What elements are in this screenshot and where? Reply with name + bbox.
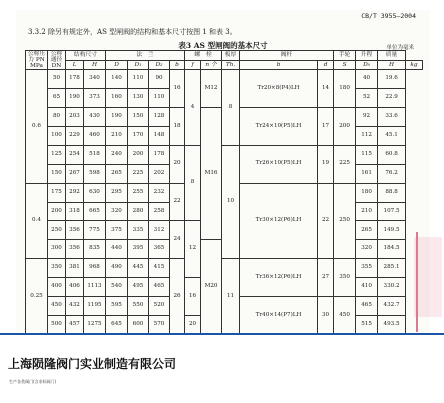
table-cell: 340: [84, 70, 106, 89]
table-cell: 515: [356, 316, 378, 335]
table-cell: 203: [66, 108, 84, 127]
table-cell: 225: [334, 145, 356, 183]
table-cell: 775: [84, 221, 106, 240]
table-cell: 406: [66, 278, 84, 297]
table-cell: 110: [149, 89, 170, 108]
symbol-header: D: [106, 60, 128, 70]
table-cell: 540: [106, 278, 128, 297]
table-cell: 410: [356, 278, 378, 297]
divider-line: [0, 333, 444, 335]
table-cell: 45.1: [378, 126, 406, 145]
table-cell: M20: [201, 240, 222, 335]
table-cell: 92: [356, 108, 378, 127]
table-cell: 190: [66, 89, 84, 108]
symbol-header: L: [66, 60, 84, 70]
table-cell: 65: [48, 89, 66, 108]
table-cell: 16: [170, 70, 185, 108]
table-cell: 356: [66, 221, 84, 240]
table-cell: 490: [106, 259, 128, 278]
table-cell: 312: [149, 221, 170, 240]
symbol-header: Th.: [222, 60, 240, 70]
handwheel-header: 手轮: [334, 51, 356, 61]
table-cell: 375: [106, 221, 128, 240]
table-cell: 128: [149, 108, 170, 127]
table-cell: 22.9: [378, 89, 406, 108]
symbol-header: H: [378, 60, 406, 70]
table-cell: Tr24×10(P5)LH: [240, 108, 318, 146]
lift-header: 升程: [356, 51, 378, 61]
table-cell: 355: [356, 259, 378, 278]
pressure-cell: 0.4: [26, 183, 48, 259]
table-cell: 285.1: [378, 259, 406, 278]
table-cell: 373: [84, 89, 106, 108]
table-cell: 160: [106, 89, 128, 108]
table-cell: Tr20×8(P4)LH: [240, 70, 318, 108]
table-cell: 320: [106, 202, 128, 221]
table-cell: 630: [84, 183, 106, 202]
table-cell: 450: [334, 297, 356, 335]
table-cell: 1275: [84, 316, 106, 335]
table-cell: 381: [66, 259, 84, 278]
table-cell: 8: [185, 145, 201, 221]
table-cell: 26: [170, 259, 185, 335]
table-cell: 200: [48, 202, 66, 221]
table-cell: 170: [128, 126, 149, 145]
mass-header: 质量: [378, 51, 406, 61]
table-cell: 33.6: [378, 108, 406, 127]
table-cell: 12: [185, 221, 201, 278]
header-row-groups: [26, 51, 423, 61]
table-cell: 356: [66, 240, 84, 259]
table-cell: 90: [149, 70, 170, 89]
table-cell: 107.5: [378, 202, 406, 221]
table-cell: 40: [356, 70, 378, 89]
table-cell: 22: [170, 183, 185, 221]
table-cell: 190: [106, 108, 128, 127]
symbol-header: D₀: [356, 60, 378, 70]
table-cell: 115: [356, 145, 378, 164]
table-cell: 27: [318, 259, 334, 297]
table-cell: 80: [48, 108, 66, 127]
table-cell: 10: [222, 145, 240, 258]
table-cell: 184.5: [378, 240, 406, 259]
table-cell: 88.8: [378, 183, 406, 202]
table-cell: 430: [84, 108, 106, 127]
table-cell: 178: [66, 70, 84, 89]
table-cell: 295: [106, 183, 128, 202]
table-cell: 11: [222, 259, 240, 335]
table-cell: 550: [128, 297, 149, 316]
table-cell: Tr26×10(P5)LH: [240, 145, 318, 183]
table-cell: 148: [149, 126, 170, 145]
table-cell: 100: [48, 126, 66, 145]
table-cell: 450: [48, 297, 66, 316]
table-cell: 350: [334, 259, 356, 297]
company-tagline: 生产各类阀门(含非标阀门): [9, 379, 57, 384]
table-cell: 4: [185, 70, 201, 146]
table-cell: 465: [356, 297, 378, 316]
table-cell: 14: [318, 70, 334, 108]
dn-header: 公称通径 DN: [48, 51, 66, 70]
table-cell: 595: [106, 297, 128, 316]
table-cell: 50: [48, 70, 66, 89]
symbol-header: kg: [406, 60, 423, 70]
table-cell: 200: [128, 145, 149, 164]
table-cell: 240: [106, 145, 128, 164]
table-cell: 112: [356, 126, 378, 145]
table-cell: 125: [48, 145, 66, 164]
table-cell: 665: [84, 202, 106, 221]
table-cell: 149.5: [378, 221, 406, 240]
table-cell: 178: [149, 145, 170, 164]
table-cell: 110: [128, 70, 149, 89]
table-cell: 432: [66, 297, 84, 316]
scanned-page: [16, 10, 430, 332]
table-cell: 300: [48, 240, 66, 259]
table-cell: 210: [106, 126, 128, 145]
table-cell: 598: [84, 164, 106, 183]
table-cell: 600: [128, 316, 149, 335]
symbol-header: D₂: [149, 60, 170, 70]
table-cell: 250: [334, 183, 356, 259]
symbol-header: D₁: [128, 60, 149, 70]
table-cell: 254: [66, 145, 84, 164]
table-cell: 265: [106, 164, 128, 183]
table-cell: 180: [356, 183, 378, 202]
table-cell: 130: [128, 89, 149, 108]
table-cell: M16: [201, 108, 222, 240]
table-cell: 180: [334, 70, 356, 108]
table-cell: 457: [66, 316, 84, 335]
table-cell: M12: [201, 70, 222, 108]
table-cell: 320: [356, 240, 378, 259]
table-cell: 445: [128, 259, 149, 278]
highlight-mark: [414, 237, 442, 317]
table-cell: 280: [128, 202, 149, 221]
table-cell: 267: [66, 164, 84, 183]
symbol-header: f: [185, 60, 201, 70]
table-cell: 150: [48, 164, 66, 183]
table-cell: 200: [334, 108, 356, 146]
table-cell: Tr30×12(P6)LH: [240, 183, 318, 259]
table-cell: 645: [106, 316, 128, 335]
symbol-header: d: [318, 60, 334, 70]
table-cell: 161: [356, 164, 378, 183]
table-cell: 1113: [84, 278, 106, 297]
table-cell: 495: [128, 278, 149, 297]
header-row-symbols: [26, 60, 423, 70]
table-cell: 255: [128, 183, 149, 202]
width-header: 板厚: [222, 51, 240, 61]
table-row: [26, 259, 423, 278]
stem-header: 阀杆: [240, 51, 334, 61]
table-cell: Tr36×12(P6)LH: [240, 259, 318, 297]
table-cell: 22: [318, 183, 334, 259]
table-cell: 19: [318, 145, 334, 183]
pressure-cell: 0.6: [26, 70, 48, 183]
unit-note: 单位为毫米: [386, 45, 414, 51]
pressure-header: 公称压力 PN MPa: [26, 51, 48, 70]
table-cell: 400: [48, 278, 66, 297]
table-cell: 140: [106, 70, 128, 89]
table-cell: 465: [149, 278, 170, 297]
table-cell: 229: [66, 126, 84, 145]
table-cell: 1195: [84, 297, 106, 316]
table-cell: 493.5: [378, 316, 406, 335]
table-cell: 20: [170, 145, 185, 183]
table-cell: 8: [222, 70, 240, 146]
table-body: [26, 70, 423, 335]
flange-header: 法 兰: [106, 51, 185, 61]
table-cell: 292: [66, 183, 84, 202]
table-cell: 265: [356, 221, 378, 240]
table-cell: 835: [84, 240, 106, 259]
table-cell: 968: [84, 259, 106, 278]
table-cell: 202: [149, 164, 170, 183]
table-cell: 18: [170, 108, 185, 146]
dimension-table: [25, 50, 423, 335]
table-cell: 150: [128, 108, 149, 127]
table-cell: 52: [356, 89, 378, 108]
table-cell: 365: [149, 240, 170, 259]
table-cell: 19.6: [378, 70, 406, 89]
highlight-line: [416, 232, 418, 332]
table-cell: 20: [185, 316, 201, 335]
table-cell: 350: [48, 259, 66, 278]
table-cell: 175: [48, 183, 66, 202]
table-cell: 17: [318, 108, 334, 146]
table-cell: 16: [185, 278, 201, 316]
table-cell: 330.2: [378, 278, 406, 297]
clause-text: 3.3.2 除另有规定外，AS 型闸阀的结构和基本尺寸按图 1 和表 3。: [28, 28, 237, 36]
symbol-header: n 个: [201, 60, 222, 70]
table-cell: 415: [149, 259, 170, 278]
table-cell: 395: [128, 240, 149, 259]
table-row: [26, 70, 423, 89]
table-cell: 60.8: [378, 145, 406, 164]
table-cell: 520: [149, 297, 170, 316]
symbol-header: b: [240, 60, 318, 70]
table-cell: 250: [48, 221, 66, 240]
table-cell: 232: [149, 183, 170, 202]
symbol-header: S: [334, 60, 356, 70]
table-cell: 225: [128, 164, 149, 183]
symbol-header: H: [84, 60, 106, 70]
bolt-header: 螺 栓: [185, 51, 222, 61]
table-cell: 318: [66, 202, 84, 221]
symbol-header: b: [170, 60, 185, 70]
pressure-cell: 0.25: [26, 259, 48, 335]
table-caption: 表3 AS 型闸阀的基本尺寸: [178, 41, 268, 50]
table-cell: 460: [84, 126, 106, 145]
table-cell: 24: [170, 221, 185, 259]
table-cell: 30: [318, 297, 334, 335]
table-cell: 440: [106, 240, 128, 259]
structure-header: 结构尺寸: [66, 51, 106, 61]
table-cell: 210: [356, 202, 378, 221]
table-cell: Tr40×14(P7)LH: [240, 297, 318, 335]
table-cell: 335: [128, 221, 149, 240]
table-cell: 500: [48, 316, 66, 335]
table-cell: 432.7: [378, 297, 406, 316]
table-cell: 258: [149, 202, 170, 221]
table-cell: 518: [84, 145, 106, 164]
table-cell: 76.2: [378, 164, 406, 183]
table-row: [26, 145, 423, 164]
standard-number: CB/T 3955—2004: [361, 12, 416, 20]
table-cell: 570: [149, 316, 170, 335]
company-name: 上海陨隆阀门实业制造有限公司: [8, 357, 177, 371]
